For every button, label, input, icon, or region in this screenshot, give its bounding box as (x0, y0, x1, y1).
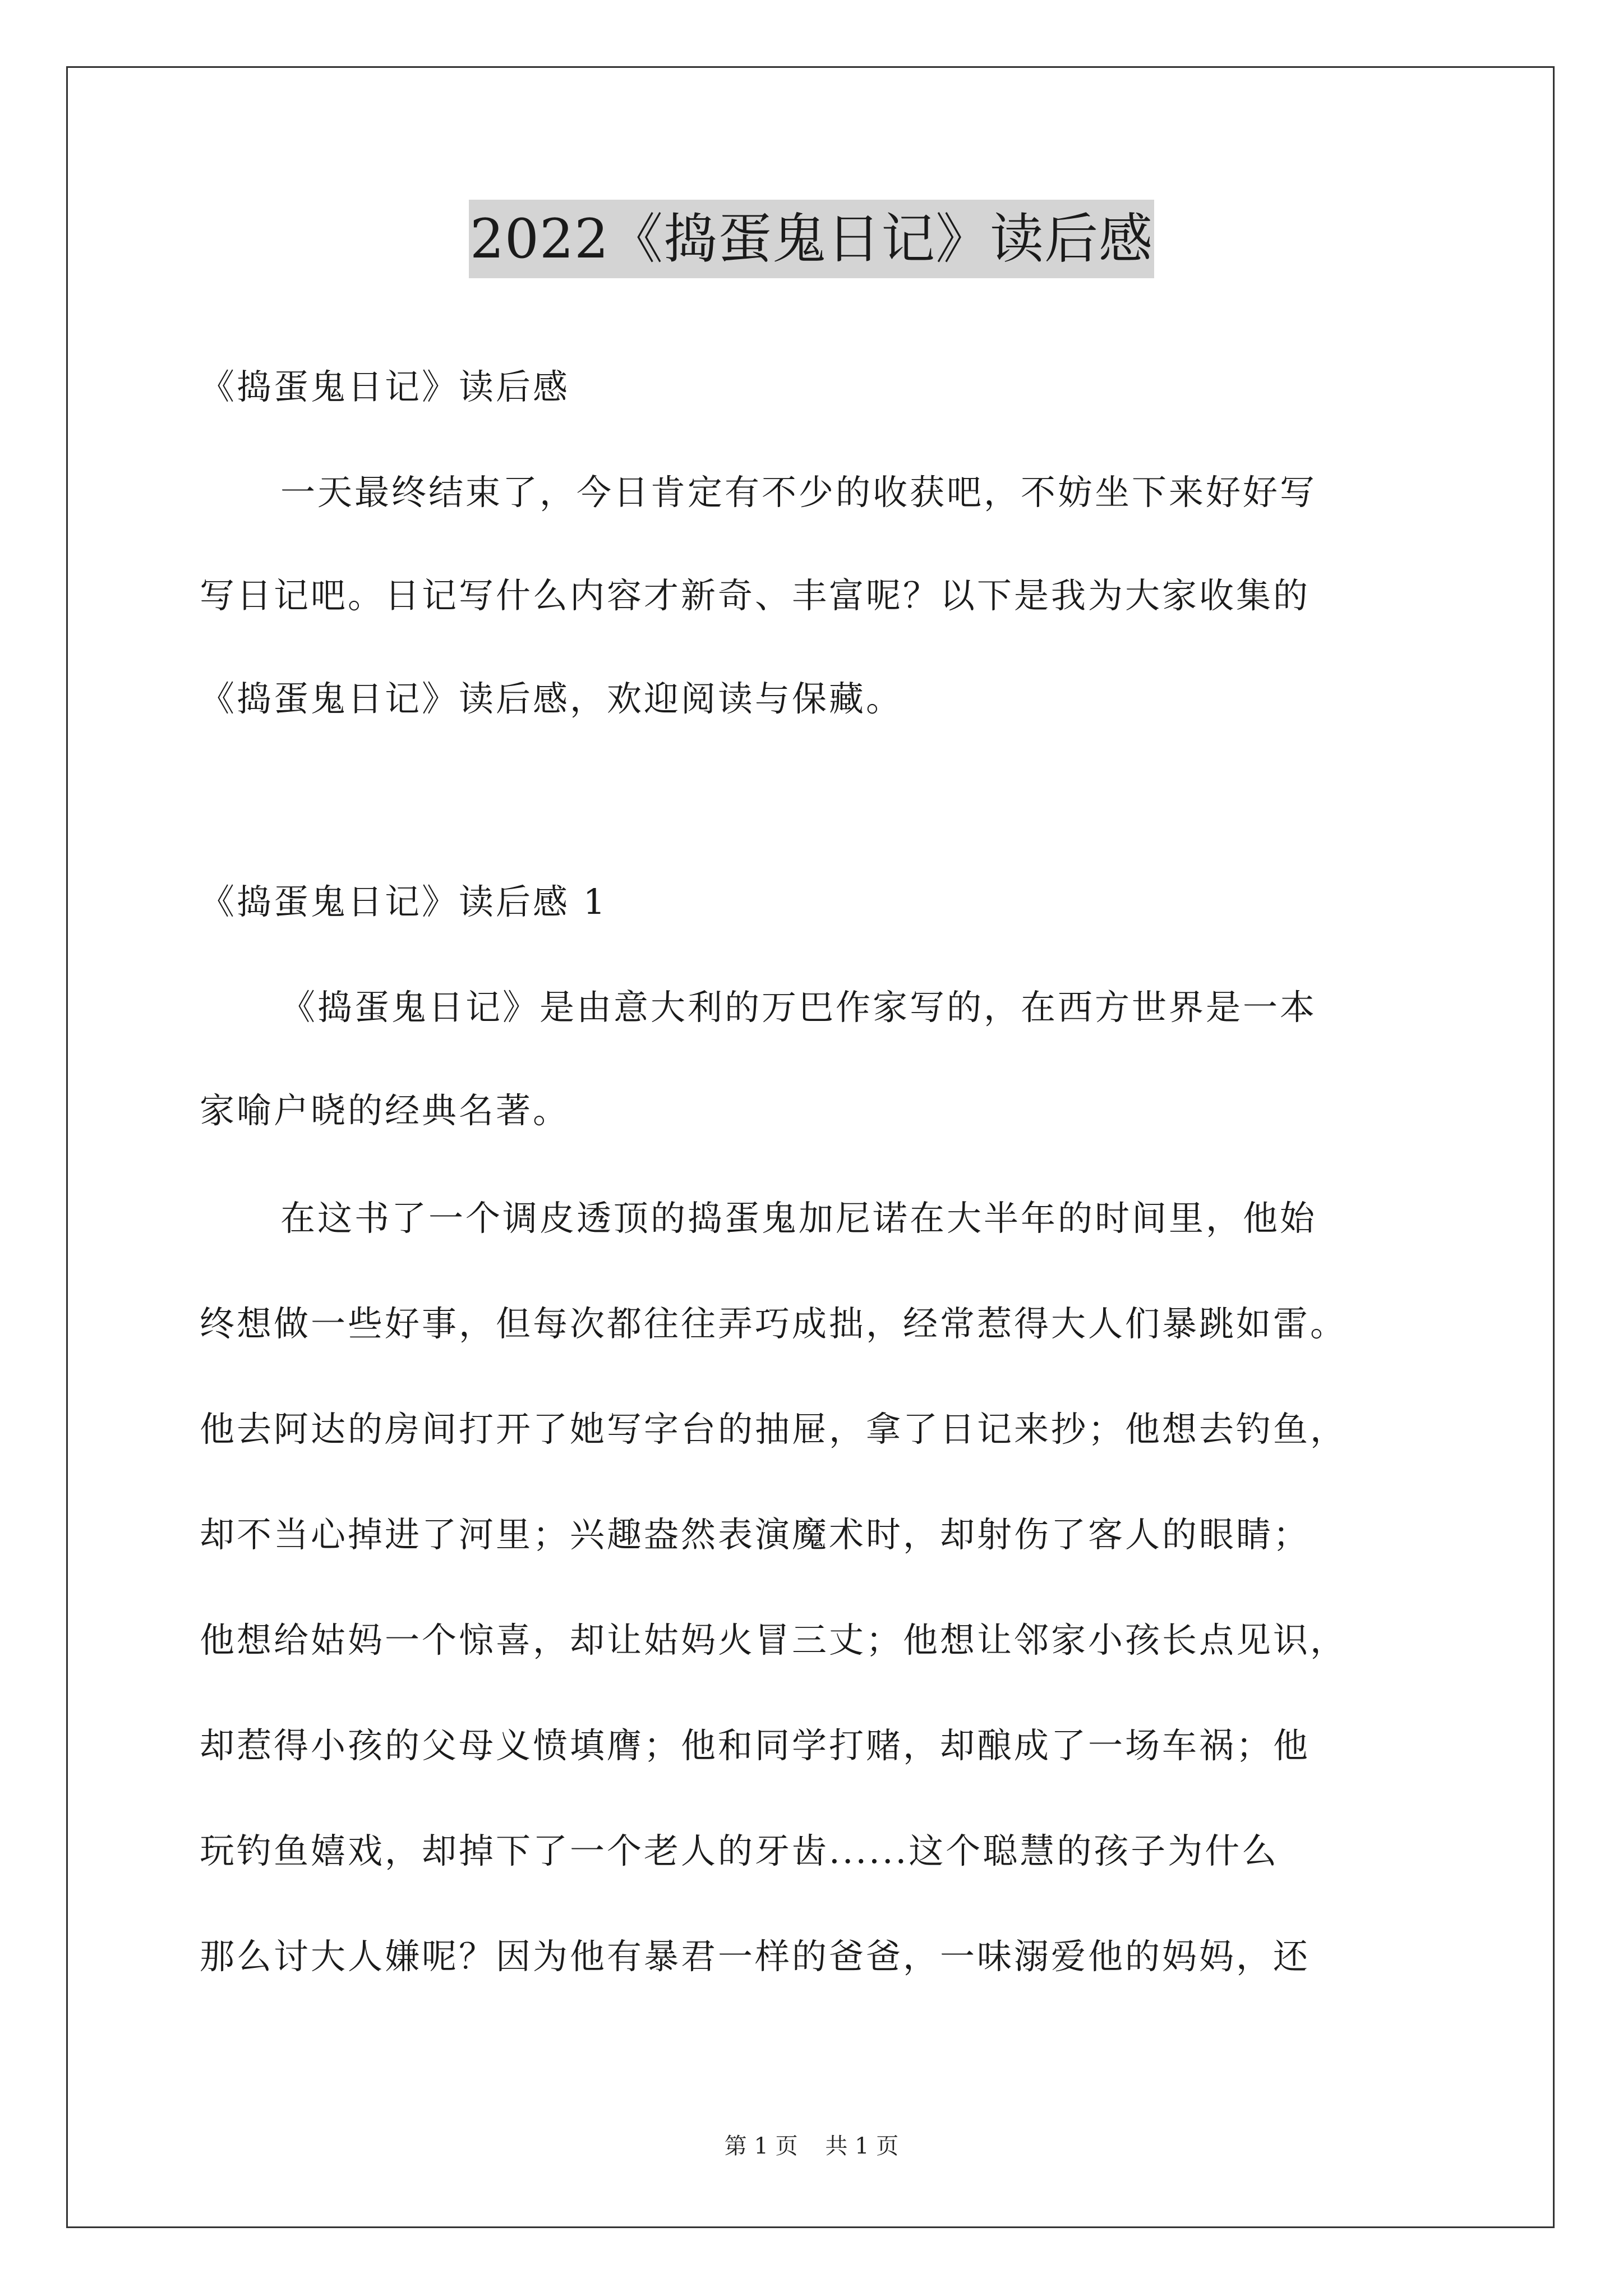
section-heading: 《捣蛋鬼日记》读后感 1 (200, 881, 608, 922)
paragraph-line: 终想做一些好事，但每次都往往弄巧成拙，经常惹得大人们暴跳如雷。 (200, 1303, 1348, 1344)
paragraph-line: 玩钓鱼嬉戏，却掉下了一个老人的牙齿......这个聪慧的孩子为什么 (200, 1830, 1279, 1871)
intro-line: 《捣蛋鬼日记》读后感，欢迎阅读与保藏。 (200, 678, 903, 719)
intro-line: 一天最终结束了，今日肯定有不少的收获吧，不妨坐下来好好写 (280, 472, 1317, 513)
intro-line: 写日记吧。日记写什么内容才新奇、丰富呢？以下是我为大家收集的 (200, 575, 1311, 616)
paragraph-line: 却不当心掉进了河里；兴趣盎然表演魔术时，却射伤了客人的眼睛； (200, 1514, 1311, 1555)
page-number: 第 1 页 (724, 2133, 798, 2159)
paragraph-line: 《捣蛋鬼日记》是由意大利的万巴作家写的，在西方世界是一本 (280, 987, 1317, 1028)
paragraph-line: 他去阿达的房间打开了她写字台的抽屉，拿了日记来抄；他想去钓鱼， (200, 1409, 1348, 1450)
page-footer (0, 2128, 1623, 2160)
paragraph-line: 那么讨大人嫌呢？因为他有暴君一样的爸爸，一味溺爱他的妈妈，还 (200, 1936, 1311, 1977)
title-wrap (0, 200, 1623, 278)
document-title: 2022《捣蛋鬼日记》读后感 (469, 200, 1154, 278)
paragraph-line: 他想给姑妈一个惊喜，却让姑妈火冒三丈；他想让邻家小孩长点见识， (200, 1619, 1348, 1660)
page-total: 共 1 页 (825, 2133, 899, 2159)
paragraph-line: 在这书了一个调皮透顶的捣蛋鬼加尼诺在大半年的时间里，他始 (280, 1198, 1317, 1239)
intro-heading: 《捣蛋鬼日记》读后感 (200, 366, 570, 407)
paragraph-line: 却惹得小孩的父母义愤填膺；他和同学打赌，却酿成了一场车祸；他 (200, 1725, 1311, 1766)
paragraph-line: 家喻户晓的经典名著。 (200, 1090, 570, 1131)
